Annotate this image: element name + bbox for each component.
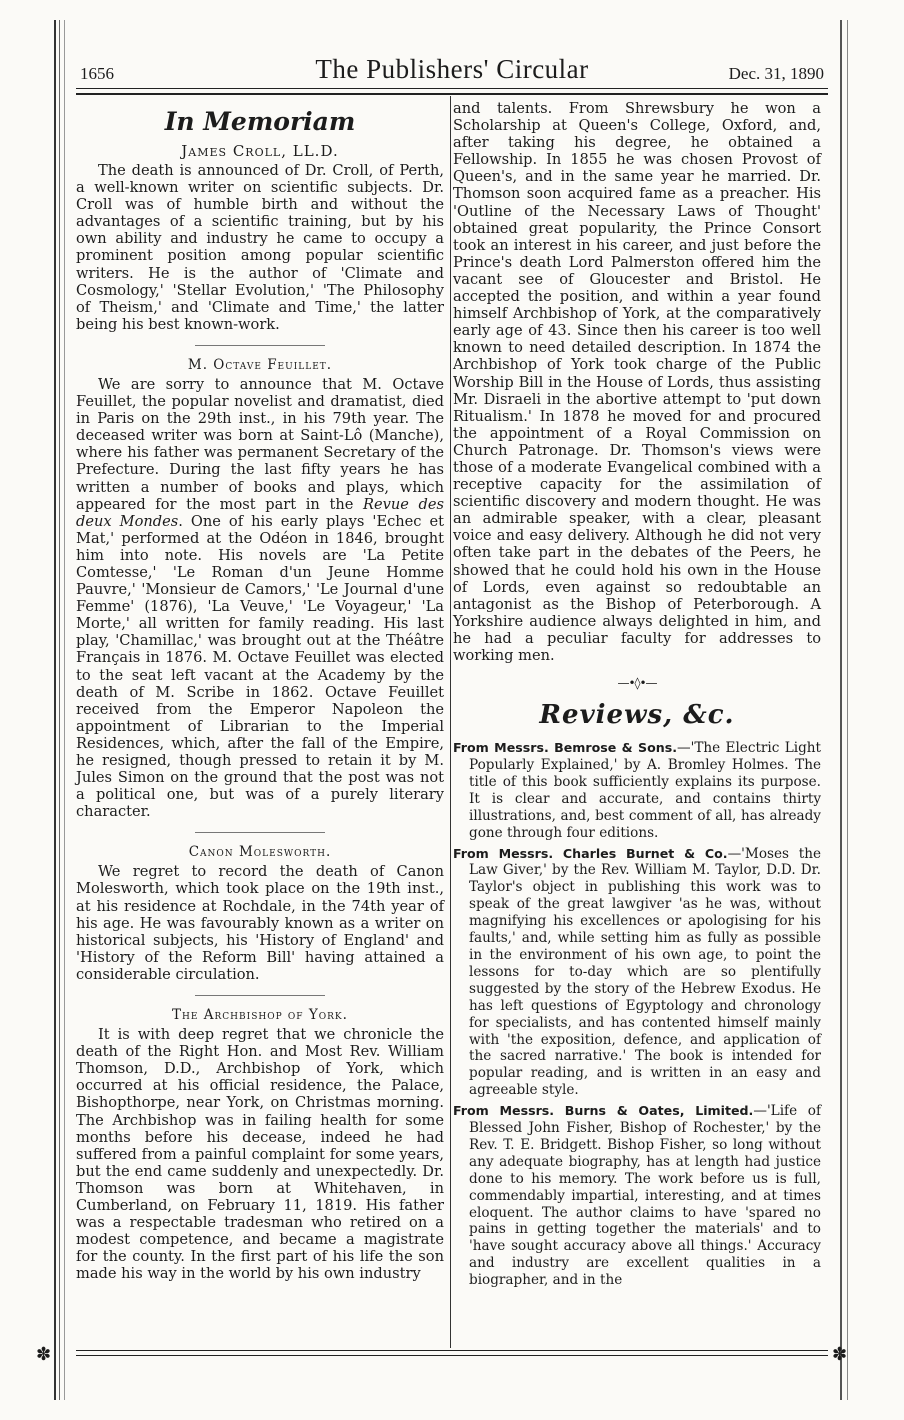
review-entry: [453, 846, 821, 1100]
obituary-heading-croll: James Croll, LL.D.: [181, 142, 339, 160]
feuillet-text-part-a: We are sorry to announce that M. Octave Feuillet, the popular novelist and dramatist, died in Paris on the 29th inst., in his 79th year. The deceased writer was born at Saint-Lô (Manche), where his father was permanent Secretary of the Prefecture. During the last fifty years he has written a number of books and plays, which appeared for the most part in the: [76, 375, 444, 513]
right-column: [453, 100, 821, 1293]
obituary-heading-molesworth: Canon Molesworth.: [188, 844, 332, 861]
section-separator: [195, 345, 325, 346]
review-text: —'Life of Blessed John Fisher, Bishop of Rochester,' by the Rev. T. E. Bridgett. Bishop Fisher, so long without any adequate biography, has at length had justice done to his memory. The work before us is full, commendably impartial, interesting, and at times eloquent. The author claims to have 'spared no pains in getting together the materials' and to 'have sought accuracy above all things.' Accuracy and industry are excellent qualities in a biographer, and in the: [469, 1103, 821, 1289]
journal-title: The Publishers' Circular: [315, 54, 589, 84]
obituary-text-york-continued: and talents. From Shrewsbury he won a Scholarship at Queen's College, Oxford, and, after taking his degree, he obtained a Fellowship. In 1855 he was chosen Provost of Queen's, and in the same year he married. Dr. Thomson soon acquired fame as a preacher. His 'Outline of the Necessary Laws of Thought' obtained great popularity, the Prince Consort took an interest in his career, and just before the Prince's death Lord Palmerston offered him the vacant see of Gloucester and Bristol. He accepted the position, and within a year found himself Archbishop of York, at the comparatively early age of 43. Since then his career is too well known to need detailed description. In 1874 the Archbishop of York took charge of the Public Worship Bill in the House of Lords, thus assisting Mr. Disraeli in the abortive attempt to 'put down Ritualism.' In 1878 he moved for and procured the appointment of a Royal Commission on Church Patronage. Dr. Thomson's views were those of a moderate Evangelical combined with a receptive capacity for the assimilation of scientific discovery and modern thought. He was an admirable speaker, with a clear, pleasant voice and easy delivery. Although he did not very often take part in the debates of the Peers, he showed that he could hold his own in the House of Lords, even against so redoubtable an antagonist as the Bishop of Peterborough. A Yorkshire audience always delighted in him, and he had a peculiar faculty for addresses to working men.: [453, 100, 821, 664]
binding-edge-right-outer: [847, 20, 848, 1400]
review-entry: [453, 740, 821, 841]
obituary-text-feuillet: [76, 376, 444, 820]
page-number: 1656: [80, 64, 114, 83]
binding-mark-left-icon: ✽: [36, 1344, 52, 1365]
obituary-text-croll: The death is announced of Dr. Croll, of Perth, a well-known writer on scientific subjects. Dr. Croll was of humble birth and without the advantages of a scientific training, but by his own ability and industry he came to occupy a prominent position among popular scientific writers. He is the author of 'Climate and Cosmology,' 'Stellar Evolution,' 'The Philosophy of Theism,' and 'Climate and Time,' the latter being his best known-work.: [76, 162, 444, 333]
binding-mark-right-icon: ✽: [832, 1344, 848, 1365]
left-column: [76, 100, 444, 1282]
header-rule: [76, 88, 828, 89]
review-publisher: From Messrs. Burns & Oates, Limited.: [453, 1103, 754, 1119]
review-text: —'The Electric Light Popularly Explained,' by A. Bromley Holmes. The title of this book sufficiently explains its purpose. It is clear and accurate, and contains thirty illustrations, and, best comment of all, has already gone through four editions.: [469, 740, 822, 841]
section-title-in-memoriam: In Memoriam: [164, 107, 356, 136]
running-header: [78, 54, 826, 88]
section-separator: [195, 832, 325, 833]
section-title-reviews: Reviews, &c.: [539, 700, 735, 731]
issue-date: Dec. 31, 1890: [728, 64, 824, 83]
obituary-heading-feuillet: M. Octave Feuillet.: [187, 356, 333, 373]
review-publisher: From Messrs. Bemrose & Sons.: [453, 740, 678, 756]
review-publisher: From Messrs. Charles Burnet & Co.: [453, 845, 728, 861]
review-entry: [453, 1103, 821, 1289]
periodical-title: Revue des deux Mondes: [76, 495, 445, 530]
obituary-text-molesworth: We regret to record the death of Canon Molesworth, which took place on the 19th inst., at his residence at Rochdale, in the 74th year of his age. He was favourably known as a writer on historical subjects, his 'History of England' and 'History of the Reform Bill' having attained a considerable circulation.: [76, 863, 444, 983]
column-divider: [450, 96, 451, 1348]
footer-rule: [76, 1350, 828, 1351]
section-separator: [195, 995, 325, 996]
obituary-text-york: It is with deep regret that we chronicle the death of the Right Hon. and Most Rev. William Thomson, D.D., Archbishop of York, which occurred at his official residence, the Palace, Bishopthorpe, near York, on Christmas morning. The Archbishop was in failing health for some months before his decease, indeed he had suffered from a painful complaint for some years, but the end came suddenly and unexpectedly. Dr. Thomson was born at Whitehaven, in Cumberland, on February 11, 1819. His father was a respectable tradesman who retired on a modest competence, and became a magistrate for the county. In the first part of his life the son made his way in the world by his own industry: [76, 1026, 444, 1283]
binding-edge-left-faint: [64, 20, 65, 1400]
obituary-heading-york: The Archbishop of York.: [172, 1007, 348, 1024]
binding-edge-right: [840, 20, 842, 1400]
ornamental-divider: —•◊•—: [617, 676, 657, 691]
binding-edge-left: [54, 20, 56, 1400]
feuillet-text-part-b: . One of his early plays 'Echec et Mat,' performed at the Odéon in 1846, brought him into note. His novels are 'La Petite Comtesse,' 'Le Roman d'un Jeune Homme Pauvre,' 'Monsieur de Camors,' 'Le Journal d'une Femme' (1876), 'La Veuve,' 'Le Voyageur,' 'La Morte,' all written for family reading. His last play, 'Chamillac,' was brought out at the Théâtre Français in 1876. M. Octave Feuillet was elected to the seat left vacant at the Academy by the death of M. Scribe in 1862. Octave Feuillet received from the Emperor Napoleon the appointment of Librarian to the Imperial Residences, which, after the fall of the Empire, he resigned, though pressed to retain it by M. Jules Simon on the ground that the post was not a political one, but was of a purely literary character.: [76, 512, 445, 821]
binding-edge-left-inner: [59, 20, 60, 1400]
review-text: —'Moses the Law Giver,' by the Rev. William M. Taylor, D.D. Dr. Taylor's object in publishing this work was to speak of the great lawgiver 'as he was, without magnifying his excellences or apologising for his faults,' and, while setting him as fully as possible in the environment of his own age, to point the lessons for to-day which are so plentifully suggested by the story of the Hebrew Exodus. He has left questions of Egyptology and chronology for specialists, and has contented himself mainly with 'the exposition, defence, and application of the sacred narrative.' The book is intended for popular reading, and is written in an easy and agreeable style.: [469, 845, 822, 1099]
footer-rule-lower: [76, 1355, 828, 1356]
header-rule-thick: [76, 93, 828, 95]
